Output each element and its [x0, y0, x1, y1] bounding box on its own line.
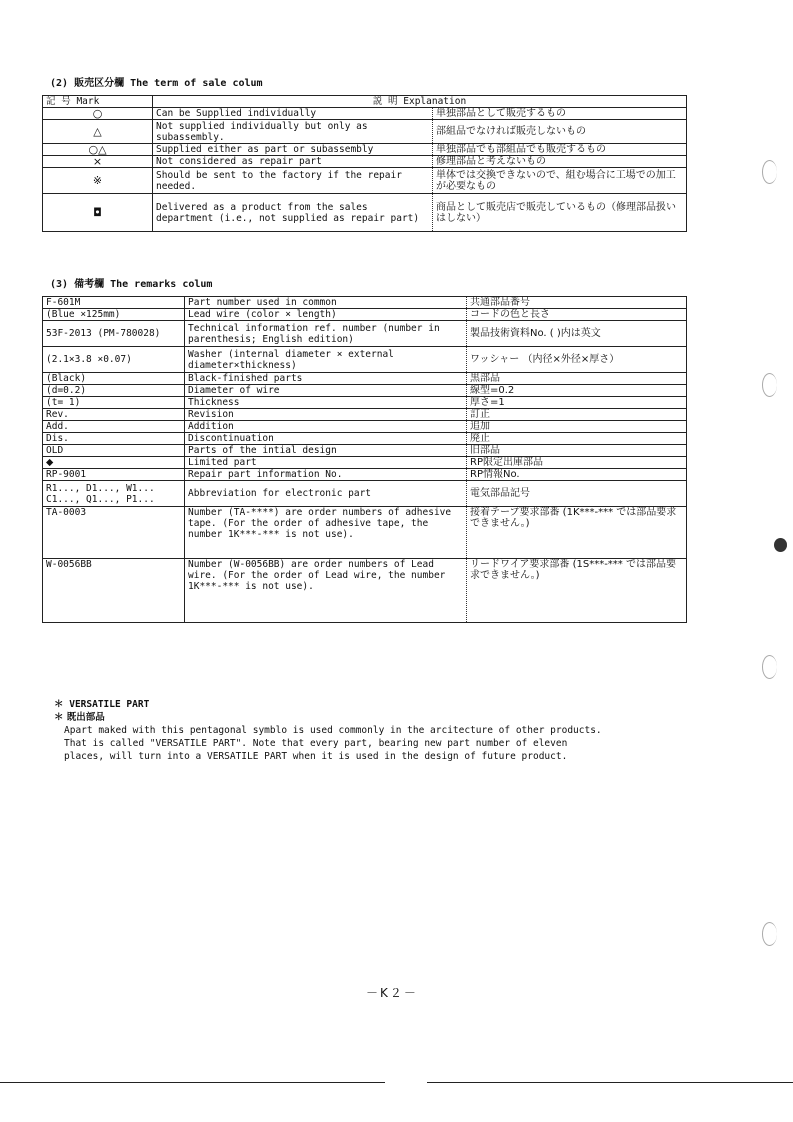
- en-cell: Parts of the intial design: [185, 445, 467, 457]
- en-cell: Addition: [185, 421, 467, 433]
- binder-hole-mark: [762, 922, 777, 946]
- table-row: [43, 469, 687, 481]
- jp-cell: ワッシャー （内径×外径×厚さ）: [467, 347, 687, 373]
- table-row: [43, 481, 687, 507]
- jp-cell: 製品技術資料No. ( )内は英文: [467, 321, 687, 347]
- jp-cell: 接着テープ要求部番 (1K***-*** では部品要求できません。): [467, 507, 687, 559]
- jp-cell: 廃止: [467, 433, 687, 445]
- note-line: places, will turn into a VERSATILE PART when it is used in the design of future product.: [64, 751, 568, 762]
- remarks-table: [42, 296, 687, 623]
- section3-title: (3) 備考欄 The remarks colum: [50, 279, 213, 290]
- jp-cell: 電気部品記号: [467, 481, 687, 507]
- en-cell: Delivered as a product from the sales department (i.e., not supplied as repair part): [153, 194, 433, 232]
- code-cell: Rev.: [43, 409, 185, 421]
- jp-cell: 訂正: [467, 409, 687, 421]
- code-cell: F-601M: [43, 297, 185, 309]
- jp-cell: 修理部品と考えないもの: [433, 156, 687, 168]
- en-cell: Revision: [185, 409, 467, 421]
- mark-cell: ○: [43, 108, 153, 120]
- en-cell: Number (TA-****) are order numbers of adhesive tape. (For the order of adhesive tape, the number 1K***-*** is not use).: [185, 507, 467, 559]
- jp-cell: 共通部品番号: [467, 297, 687, 309]
- jp-cell: RP情報No.: [467, 469, 687, 481]
- section2-title: (2) 販売区分欄 The term of sale colum: [50, 78, 263, 89]
- table-row: [43, 445, 687, 457]
- jp-cell: 単独部品でも部組品でも販売するもの: [433, 144, 687, 156]
- en-cell: Washer (internal diameter × external diameter×thickness): [185, 347, 467, 373]
- jp-cell: 黒部品: [467, 373, 687, 385]
- sale-terms-table: [42, 95, 687, 232]
- table-row: [43, 457, 687, 469]
- code-cell: (Black): [43, 373, 185, 385]
- code-cell: TA-0003: [43, 507, 185, 559]
- mark-cell: △: [43, 120, 153, 144]
- en-cell: Can be Supplied individually: [153, 108, 433, 120]
- jp-cell: 単独部品として販売するもの: [433, 108, 687, 120]
- versatile-notes: [54, 698, 602, 763]
- table-row: [43, 421, 687, 433]
- en-cell: Part number used in common: [185, 297, 467, 309]
- en-cell: Diameter of wire: [185, 385, 467, 397]
- table-row: [43, 385, 687, 397]
- en-cell: Discontinuation: [185, 433, 467, 445]
- table-row: [43, 144, 687, 156]
- table-row: [43, 397, 687, 409]
- note-heading-en: ＊ VERSATILE PART: [54, 699, 150, 710]
- binder-hole-mark: [762, 373, 777, 397]
- en-cell: Limited part: [185, 457, 467, 469]
- code-cell: (2.1×3.8 ×0.07): [43, 347, 185, 373]
- mark-cell: ○△: [43, 144, 153, 156]
- table-row: [43, 156, 687, 168]
- bottom-rule-left: [0, 1082, 385, 1083]
- jp-cell: 商品として販売店で販売しているもの（修理部品扱いはしない）: [433, 194, 687, 232]
- en-cell: Technical information ref. number (number in parenthesis; English edition): [185, 321, 467, 347]
- en-cell: Should be sent to the factory if the repair needed.: [153, 168, 433, 194]
- table-row: [43, 168, 687, 194]
- en-cell: Not supplied individually but only as subassembly.: [153, 120, 433, 144]
- code-cell: (d=0.2): [43, 385, 185, 397]
- jp-cell: 線型=0.2: [467, 385, 687, 397]
- mark-header: 記 号 Mark: [43, 96, 153, 108]
- en-cell: Lead wire (color × length): [185, 309, 467, 321]
- table-row: [43, 194, 687, 232]
- code-cell: RP-9001: [43, 469, 185, 481]
- table-row: [43, 309, 687, 321]
- en-cell: Repair part information No.: [185, 469, 467, 481]
- mark-cell: ◘: [43, 194, 153, 232]
- jp-cell: 部組品でなければ販売しないもの: [433, 120, 687, 144]
- en-cell: Black-finished parts: [185, 373, 467, 385]
- code-cell: 53F-2013 (PM-780028): [43, 321, 185, 347]
- table-row: [43, 108, 687, 120]
- table-row: [43, 347, 687, 373]
- mark-cell: ×: [43, 156, 153, 168]
- en-cell: Not considered as repair part: [153, 156, 433, 168]
- binder-hole-mark: [762, 655, 777, 679]
- jp-cell: RP限定出庫部品: [467, 457, 687, 469]
- code-cell: (t= 1): [43, 397, 185, 409]
- binder-hole-mark: [762, 160, 777, 184]
- en-cell: Supplied either as part or subassembly: [153, 144, 433, 156]
- table-row: [43, 507, 687, 559]
- code-cell: (Blue ×125mm): [43, 309, 185, 321]
- page-number: －K２－: [366, 986, 418, 1000]
- note-line: That is called "VERSATILE PART". Note that every part, bearing new part number of eleven: [64, 738, 568, 749]
- jp-cell: 旧部品: [467, 445, 687, 457]
- jp-cell: 単体では交換できないので、組む場合に工場での加工が必要なもの: [433, 168, 687, 194]
- en-cell: Thickness: [185, 397, 467, 409]
- diamond-icon: ◆: [43, 457, 185, 469]
- code-cell: Dis.: [43, 433, 185, 445]
- explanation-header: 説 明 Explanation: [153, 96, 687, 108]
- jp-cell: リードワイア要求部番 (1S***-*** では部品要求できません。): [467, 559, 687, 623]
- table-row: [43, 321, 687, 347]
- mark-cell: ※: [43, 168, 153, 194]
- binder-hole-mark: [774, 538, 787, 552]
- bottom-rule-right: [427, 1082, 793, 1083]
- jp-cell: 厚さ=1: [467, 397, 687, 409]
- table-row: [43, 409, 687, 421]
- jp-cell: 追加: [467, 421, 687, 433]
- table-row: [43, 297, 687, 309]
- en-cell: Number (W-0056BB) are order numbers of Lead wire. (For the order of Lead wire, the number 1K***-*** is not use).: [185, 559, 467, 623]
- table-row: [43, 120, 687, 144]
- code-cell: R1..., D1..., W1... C1..., Q1..., P1...: [43, 481, 185, 507]
- note-heading-jp: ＊ 既出部品: [54, 712, 105, 723]
- code-cell: W-0056BB: [43, 559, 185, 623]
- table-row: [43, 559, 687, 623]
- note-line: Apart maked with this pentagonal symblo is used commonly in the arcitecture of other products.: [64, 725, 602, 736]
- table-row: [43, 433, 687, 445]
- en-cell: Abbreviation for electronic part: [185, 481, 467, 507]
- table-header-row: [43, 96, 687, 108]
- code-cell: OLD: [43, 445, 185, 457]
- table-row: [43, 373, 687, 385]
- code-cell: Add.: [43, 421, 185, 433]
- jp-cell: コードの色と長さ: [467, 309, 687, 321]
